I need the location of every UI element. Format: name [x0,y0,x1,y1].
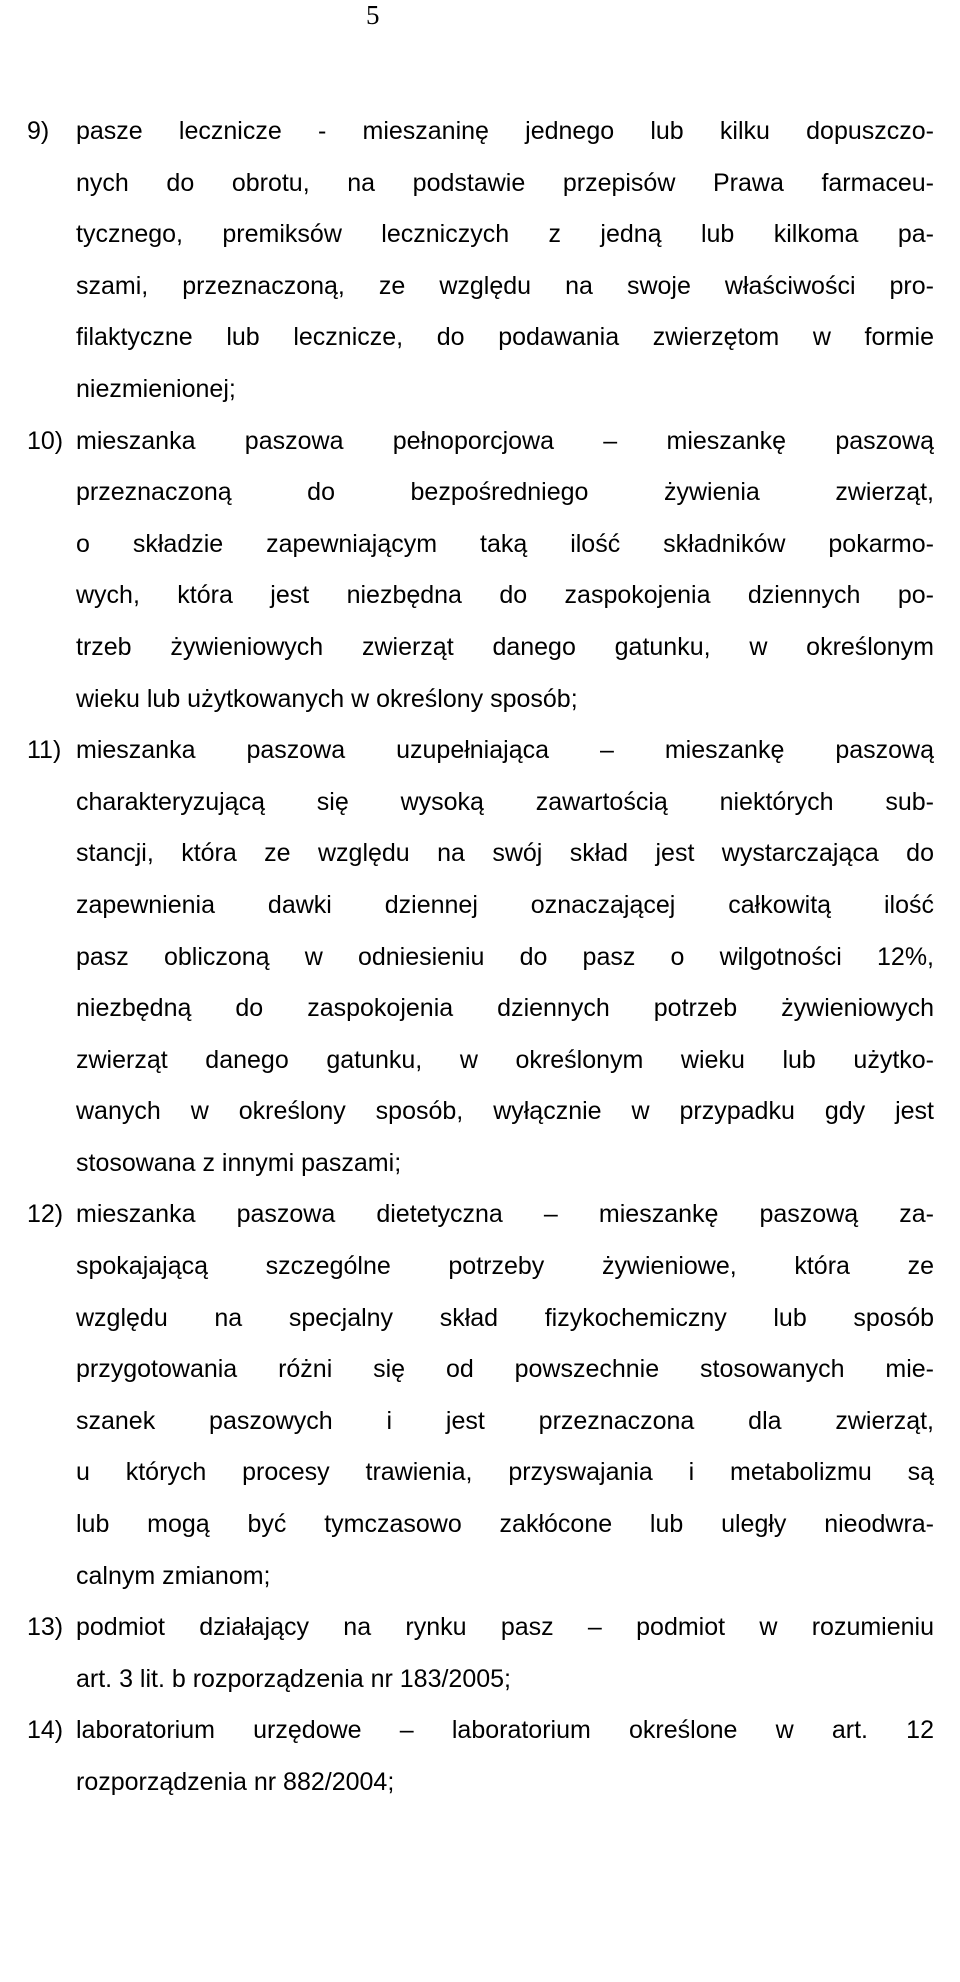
text-line: zapewnienia dawki dziennej oznaczającej całkowitą ilość [76,890,934,919]
text-line: szanek paszowych i jest przeznaczona dla zwierząt, [76,1406,934,1435]
text-line: wanych w określony sposób, wyłącznie w przypadku gdy jest [76,1097,934,1126]
item-text [76,106,934,416]
item-number: 11) [27,736,62,765]
text-line: mieszanka paszowa pełnoporcjowa – mieszankę paszową [76,426,934,455]
list-item-11 [0,725,960,1189]
text-line: zwierząt danego gatunku, w określonym wieku lub użytko- [76,1045,934,1074]
text-line: laboratorium urzędowe – laboratorium określone w art. 12 [76,1716,934,1745]
text-line: stancji, która ze względu na swój skład jest wystarczająca do [76,839,934,868]
text-line: rozporządzenia nr 882/2004; [76,1768,395,1796]
item-number: 14) [27,1716,64,1745]
item-text [76,1602,934,1705]
item-text [76,725,934,1189]
item-text [76,1705,934,1808]
item-number: 9) [27,117,50,145]
text-line: szami, przeznaczoną, ze względu na swoje właściwości pro- [76,271,934,300]
text-line: pasze lecznicze - mieszaninę jednego lub kilku dopuszczo- [76,117,934,145]
text-line: mieszanka paszowa uzupełniająca – mieszankę paszową [76,736,934,765]
text-line: stosowana z innymi paszami; [76,1148,402,1177]
item-text [76,416,934,726]
text-line: lub mogą być tymczasowo zakłócone lub uległy nieodwra- [76,1510,934,1539]
text-line: charakteryzującą się wysoką zawartością niektórych sub- [76,787,934,816]
text-line: wych, która jest niezbędna do zaspokojenia dziennych po- [76,581,934,610]
item-number: 10) [27,426,64,455]
list-item-10 [0,416,960,726]
list-item-12 [0,1189,960,1602]
item-number: 13) [27,1613,64,1642]
text-line: podmiot działający na rynku pasz – podmiot w rozumieniu [76,1613,934,1642]
text-line: pasz obliczoną w odniesieniu do pasz o wilgotności 12%, [76,942,934,971]
text-line: nych do obrotu, na podstawie przepisów Prawa farmaceu- [76,168,934,197]
text-line: przygotowania różni się od powszechnie stosowanych mie- [76,1355,934,1384]
text-line: u których procesy trawienia, przyswajania i metabolizmu są [76,1458,934,1487]
item-text [76,1189,934,1602]
list-item-14 [0,1705,960,1808]
text-line: wieku lub użytkowanych w określony sposób; [76,684,578,713]
text-line: calnym zmianom; [76,1561,271,1590]
text-line: o składzie zapewniającym taką ilość składników pokarmo- [76,529,934,558]
text-line: względu na specjalny skład fizykochemiczny lub sposób [76,1303,934,1332]
text-line: mieszanka paszowa dietetyczna – mieszankę paszową za- [76,1200,934,1229]
text-line: spokajającą szczególne potrzeby żywieniowe, która ze [76,1252,934,1281]
text-line: tycznego, premiksów leczniczych z jedną lub kilkoma pa- [76,220,934,249]
item-number: 12) [27,1200,64,1229]
list-item-13 [0,1602,960,1705]
list-item-9 [0,106,960,416]
text-line: trzeb żywieniowych zwierząt danego gatunku, w określonym [76,632,934,661]
text-line: przeznaczoną do bezpośredniego żywienia zwierząt, [76,478,934,507]
text-line: niezbędną do zaspokojenia dziennych potrzeb żywieniowych [76,994,934,1023]
text-line: filaktyczne lub lecznicze, do podawania zwierzętom w formie [76,323,934,352]
text-line: art. 3 lit. b rozporządzenia nr 183/2005; [76,1664,511,1693]
text-line: niezmienionej; [76,374,236,403]
page-number: 5 [366,0,380,30]
definitions-list [0,106,960,1809]
